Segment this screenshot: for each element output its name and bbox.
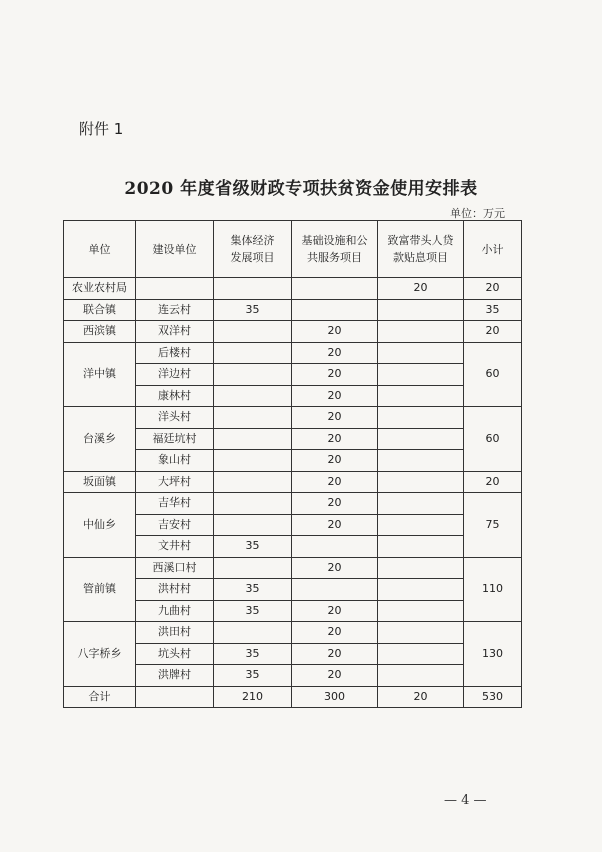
header-collective-line2: 发展项目: [230, 251, 275, 264]
collective-cell: 35: [214, 600, 292, 622]
subtotal-cell: 75: [464, 493, 522, 558]
loan-subsidy-cell: [378, 579, 464, 601]
header-loan-subsidy-line1: 致富带头人贷: [387, 234, 454, 247]
collective-cell: [214, 450, 292, 472]
village-cell: 福廷坑村: [136, 428, 214, 450]
loan-subsidy-cell: 20: [378, 278, 464, 300]
village-cell: [136, 278, 214, 300]
infrastructure-cell: 20: [292, 643, 378, 665]
total-loan-subsidy: 20: [378, 686, 464, 708]
collective-cell: [214, 321, 292, 343]
village-cell: 洪村村: [136, 579, 214, 601]
collective-cell: 35: [214, 643, 292, 665]
header-collective-line1: 集体经济: [230, 234, 275, 247]
infrastructure-cell: 20: [292, 321, 378, 343]
collective-cell: [214, 407, 292, 429]
village-cell: 大坪村: [136, 471, 214, 493]
village-cell: 双洋村: [136, 321, 214, 343]
village-cell: 连云村: [136, 299, 214, 321]
collective-cell: 35: [214, 299, 292, 321]
village-cell: 象山村: [136, 450, 214, 472]
table-row: [64, 471, 522, 493]
village-cell: 洋边村: [136, 364, 214, 386]
subtotal-cell: 60: [464, 407, 522, 472]
table-header-row: [64, 221, 522, 278]
village-cell: 坑头村: [136, 643, 214, 665]
unit-cell: 联合镇: [64, 299, 136, 321]
collective-cell: [214, 471, 292, 493]
infrastructure-cell: 20: [292, 385, 378, 407]
header-infrastructure: [292, 221, 378, 278]
infrastructure-cell: 20: [292, 514, 378, 536]
subtotal-cell: 35: [464, 299, 522, 321]
table-row: [64, 321, 522, 343]
funding-table: [63, 220, 522, 708]
collective-cell: [214, 385, 292, 407]
unit-cell: 农业农村局: [64, 278, 136, 300]
collective-cell: 35: [214, 579, 292, 601]
collective-cell: [214, 493, 292, 515]
loan-subsidy-cell: [378, 493, 464, 515]
header-collective: [214, 221, 292, 278]
collective-cell: [214, 342, 292, 364]
subtotal-cell: 130: [464, 622, 522, 687]
village-cell: 西溪口村: [136, 557, 214, 579]
village-cell: 洋头村: [136, 407, 214, 429]
infrastructure-cell: 20: [292, 665, 378, 687]
village-cell: 洪牌村: [136, 665, 214, 687]
table-row: [64, 622, 522, 644]
infrastructure-cell: 20: [292, 622, 378, 644]
infrastructure-cell: 20: [292, 428, 378, 450]
loan-subsidy-cell: [378, 536, 464, 558]
loan-subsidy-cell: [378, 321, 464, 343]
unit-cell: 坂面镇: [64, 471, 136, 493]
total-village: [136, 686, 214, 708]
header-subtotal: 小计: [464, 221, 522, 278]
loan-subsidy-cell: [378, 514, 464, 536]
infrastructure-cell: 20: [292, 557, 378, 579]
infrastructure-cell: 20: [292, 364, 378, 386]
unit-cell: 管前镇: [64, 557, 136, 622]
subtotal-cell: 60: [464, 342, 522, 407]
loan-subsidy-cell: [378, 364, 464, 386]
village-cell: 吉华村: [136, 493, 214, 515]
village-cell: 洪田村: [136, 622, 214, 644]
header-loan-subsidy: [378, 221, 464, 278]
village-cell: 吉安村: [136, 514, 214, 536]
collective-cell: [214, 557, 292, 579]
loan-subsidy-cell: [378, 471, 464, 493]
unit-cell: 中仙乡: [64, 493, 136, 558]
header-infrastructure-line2: 共服务项目: [307, 251, 362, 264]
infrastructure-cell: 20: [292, 450, 378, 472]
collective-cell: [214, 622, 292, 644]
loan-subsidy-cell: [378, 428, 464, 450]
attachment-label: 附件 1: [79, 120, 124, 138]
collective-cell: [214, 364, 292, 386]
infrastructure-cell: 20: [292, 407, 378, 429]
table-row: [64, 342, 522, 364]
loan-subsidy-cell: [378, 643, 464, 665]
table-row: [64, 493, 522, 515]
header-unit: 单位: [64, 221, 136, 278]
document-title: 2020 年度省级财政专项扶贫资金使用安排表: [124, 179, 478, 199]
subtotal-cell: 20: [464, 321, 522, 343]
total-subtotal: 530: [464, 686, 522, 708]
header-infrastructure-line1: 基础设施和公: [301, 234, 368, 247]
table-row: [64, 407, 522, 429]
village-cell: 九曲村: [136, 600, 214, 622]
subtotal-cell: 110: [464, 557, 522, 622]
table-row: [64, 557, 522, 579]
village-cell: 后楼村: [136, 342, 214, 364]
header-project-unit: 建设单位: [136, 221, 214, 278]
unit-cell: 台溪乡: [64, 407, 136, 472]
subtotal-cell: 20: [464, 471, 522, 493]
unit-cell: 西滨镇: [64, 321, 136, 343]
subtotal-cell: 20: [464, 278, 522, 300]
loan-subsidy-cell: [378, 622, 464, 644]
infrastructure-cell: 20: [292, 493, 378, 515]
total-collective: 210: [214, 686, 292, 708]
total-row: [64, 686, 522, 708]
collective-cell: [214, 428, 292, 450]
village-cell: 康林村: [136, 385, 214, 407]
loan-subsidy-cell: [378, 299, 464, 321]
infrastructure-cell: 20: [292, 600, 378, 622]
collective-cell: 35: [214, 665, 292, 687]
collective-cell: 35: [214, 536, 292, 558]
unit-note: 单位：万元: [450, 207, 505, 220]
total-label: 合计: [64, 686, 136, 708]
loan-subsidy-cell: [378, 342, 464, 364]
infrastructure-cell: [292, 536, 378, 558]
unit-cell: 八字桥乡: [64, 622, 136, 687]
total-infrastructure: 300: [292, 686, 378, 708]
table-row: [64, 278, 522, 300]
village-cell: 文井村: [136, 536, 214, 558]
loan-subsidy-cell: [378, 665, 464, 687]
infrastructure-cell: 20: [292, 342, 378, 364]
infrastructure-cell: [292, 579, 378, 601]
infrastructure-cell: [292, 278, 378, 300]
loan-subsidy-cell: [378, 385, 464, 407]
collective-cell: [214, 278, 292, 300]
loan-subsidy-cell: [378, 600, 464, 622]
infrastructure-cell: [292, 299, 378, 321]
loan-subsidy-cell: [378, 557, 464, 579]
table-row: [64, 299, 522, 321]
loan-subsidy-cell: [378, 407, 464, 429]
collective-cell: [214, 514, 292, 536]
loan-subsidy-cell: [378, 450, 464, 472]
unit-cell: 洋中镇: [64, 342, 136, 407]
header-loan-subsidy-line2: 款贴息项目: [393, 251, 448, 264]
page-number: — 4 —: [444, 793, 487, 808]
infrastructure-cell: 20: [292, 471, 378, 493]
